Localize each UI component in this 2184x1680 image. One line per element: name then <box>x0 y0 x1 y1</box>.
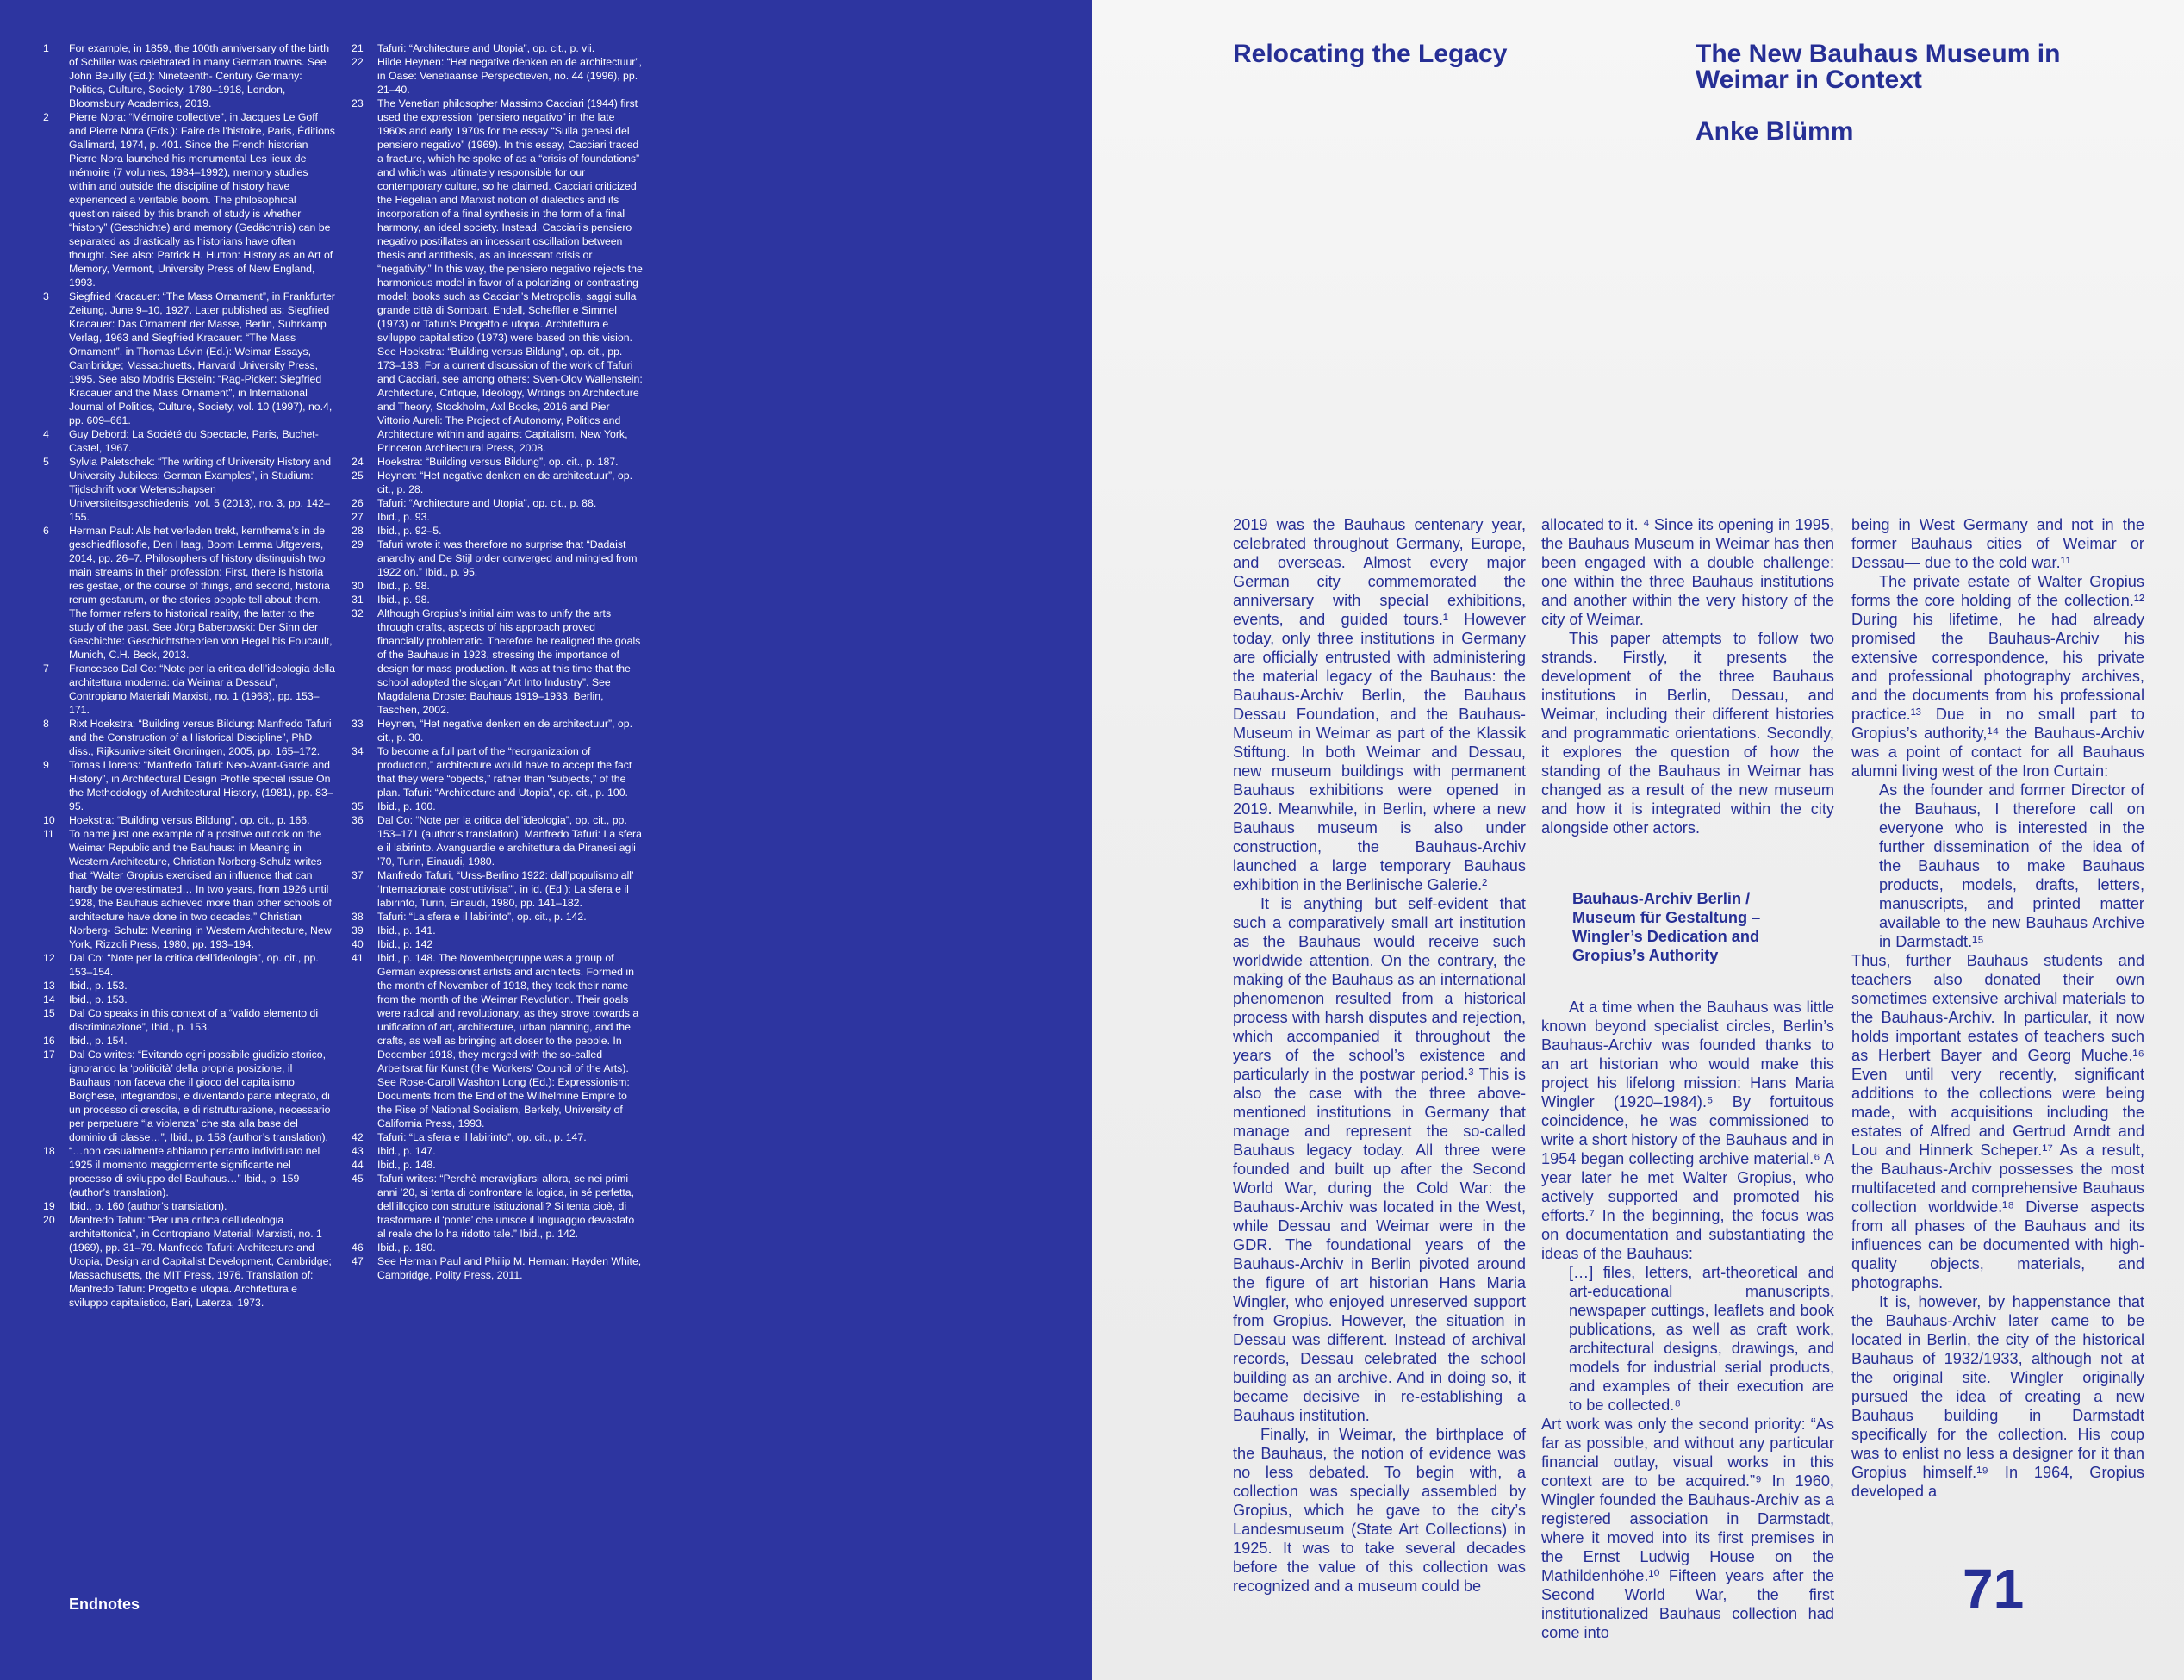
endnote-text: To name just one example of a positive outlook on the Weimar Republic and the Bauhaus: in Meaning in Western Architecture, Christian Norberg-Schulz writes that “Walter Gropius exercised an influence that can hardly be overestimated… In two years, from 1926 until 1928, the Bauhaus achieved more than other schools of architecture have done in two decades.” Christian Norberg- Schulz: Meaning in Western Architecture, New York, Rizzoli Press, 1980, pp. 193–194. <box>69 828 332 950</box>
endnote-text: Hoekstra: “Building versus Bildung”, op. cit., p. 187. <box>377 456 619 468</box>
endnote-item <box>352 910 644 924</box>
endnote-item <box>352 469 644 496</box>
endnote-item <box>352 55 644 96</box>
endnote-text: Ibid., p. 141. <box>377 924 436 936</box>
endnote-number: 1 <box>43 42 49 54</box>
endnote-item <box>352 951 644 1130</box>
endnote-item <box>352 717 644 744</box>
endnote-number: 35 <box>352 800 364 812</box>
endnote-text: Dal Co: “Note per la critica dell’ideologia”, op. cit., pp. 153–171 (author’s translation). Manfredo Tafuri: La sfera e il labirinto. Avanguardie e architettura da Piranesi agli ’70, Turin, Einaudi, 1980. <box>377 814 642 868</box>
endnote-item <box>352 813 644 868</box>
endnote-item <box>352 96 644 455</box>
article-title: The New Bauhaus Museum in Weimar in Context <box>1696 40 2061 94</box>
endnote-text: Ibid., p. 98. <box>377 594 430 606</box>
block-quote: […] files, letters, art-theoretical and art-educational manuscripts, newspaper cuttings, leaflets and book publications, as well as craft work, architectural designs, drawings, and models for industrial serial products, and examples of their execution are to be collected.⁸ <box>1569 1264 1834 1414</box>
paragraph: 2019 was the Bauhaus centenary year, celebrated throughout Germany, Europe, and overseas. Almost every major German city commemorated the anniversary with special exhibitions, events, and guided tours.¹ However today, only three institutions in Germany are officially entrusted with administering the material legacy of the Bauhaus: the Bauhaus-Archiv Berlin, the Bauhaus Dessau Foundation, and the Bauhaus-Museum in Weimar as part of the Klassik Stiftung. In both Weimar and Dessau, new museum buildings with permanent Bauhaus exhibitions were opened in 2019. Meanwhile, in Berlin, where a new Bauhaus museum is also under construction, the Bauhaus-Archiv launched a large temporary Bauhaus exhibition in the Berlinische Galerie.² <box>1233 516 1526 893</box>
endnote-item <box>352 924 644 937</box>
endnote-item <box>352 1130 644 1144</box>
paragraph: This paper attempts to follow two strands. Firstly, it presents the development of the three Bauhaus institutions in Berlin, Dessau, and Weimar, including their different histories and programmatic orientations. Secondly, it explores the question of how the standing of the Bauhaus in Weimar has changed as a result of the new museum and how it is integrated within the city alongside other actors. <box>1541 630 1834 837</box>
endnote-number: 45 <box>352 1173 364 1185</box>
endnote-item <box>352 1172 644 1241</box>
endnote-item <box>352 868 644 910</box>
endnotes-label: Endnotes <box>69 1596 140 1613</box>
endnote-number: 46 <box>352 1241 364 1254</box>
endnote-item <box>43 427 336 455</box>
endnote-text: Pierre Nora: “Mémoire collective”, in Jacques Le Goff and Pierre Nora (Eds.): Faire de l’histoire, Paris, Éditions Gallimard, 1974, p. 401. Since the French historian Pierre Nora launched his monumental Les lieux de mémoire (7 volumes, 1984–1992), memory studies within and outside the discipline of history have experienced a veritable boom. The philosophical question raised by this branch of study is whether “history” (Geschichte) and memory (Gedächtnis) can be separated as drastically as historians have often thought. See also: Patrick H. Hutton: History as an Art of Memory, Vermont, University Press of New England, 1993. <box>69 111 335 289</box>
endnote-text: Heynen, “Het negative denken en de architectuur”, op. cit., p. 30. <box>377 718 632 744</box>
paragraph: At a time when the Bauhaus was little known beyond specialist circles, Berlin’s Bauhaus-Archiv was founded thanks to an art historian who would make this project his lifelong mission: Hans Maria Wingler (1920–1984).⁵ By fortuitous coincidence, he was commissioned to write a short history of the Bauhaus and in 1954 began collecting archive material.⁶ A year later he met Walter Gropius, who actively supported and promoted his efforts.⁷ In the beginning, the focus was on documentation and substantiating the ideas of the Bauhaus: <box>1541 999 1834 1262</box>
endnote-number: 23 <box>352 97 364 109</box>
endnote-number: 13 <box>43 980 55 992</box>
endnote-text: Heynen: “Het negative denken en de architectuur”, op. cit., p. 28. <box>377 470 632 495</box>
endnote-item <box>43 951 336 979</box>
endnote-item <box>43 1048 336 1144</box>
endnote-item <box>43 289 336 427</box>
endnote-number: 44 <box>352 1159 364 1171</box>
endnote-number: 4 <box>43 428 49 440</box>
endnotes-column-1 <box>43 41 336 1310</box>
endnote-number: 8 <box>43 718 49 730</box>
body-column-2 <box>1541 515 1834 1642</box>
section-subheading: Bauhaus-Archiv Berlin / Museum für Gestaltung – Wingler’s Dedication and Gropius’s Authority <box>1572 890 1761 964</box>
endnote-number: 26 <box>352 497 364 509</box>
endnote-item <box>352 455 644 469</box>
endnote-text: Dal Co speaks in this context of a “valido elemento di discriminazione”, Ibid., p. 153. <box>69 1007 319 1033</box>
endnote-number: 17 <box>43 1048 55 1061</box>
endnote-number: 7 <box>43 663 49 675</box>
endnote-number: 9 <box>43 759 49 771</box>
endnote-number: 41 <box>352 952 364 964</box>
endnote-text: Dal Co: “Note per la critica dell’ideologia”, op. cit., pp. 153–154. <box>69 952 319 978</box>
endnote-item <box>43 1199 336 1213</box>
endnote-text: Guy Debord: La Société du Spectacle, Paris, Buchet-Castel, 1967. <box>69 428 319 454</box>
block-quote: As the founder and former Director of the Bauhaus, I therefore call on everyone who is interested in the further dissemination of the idea of the Bauhaus to make Bauhaus products, models, drafts, letters, manuscripts, and printed matter available to the new Bauhaus Archive in Darmstadt.¹⁵ <box>1879 781 2144 950</box>
endnote-number: 12 <box>43 952 55 964</box>
endnote-text: Tafuri: “Architecture and Utopia”, op. cit., p. 88. <box>377 497 597 509</box>
endnote-number: 14 <box>43 993 55 1005</box>
endnote-number: 20 <box>43 1214 55 1226</box>
endnote-number: 6 <box>43 525 49 537</box>
endnote-text: Ibid., p. 148. The Novembergruppe was a group of German expressionist artists and architects. Formed in the month of November of 1918, they took their name from the month of the Weimar Revolution. Their goals were radical and revolutionary, as they strove towards a unification of art, architecture, urban planning, and the crafts, as well as bringing art closer to the people. In December 1918, they merged with the so-called Arbeitsrat für Kunst (the Workers’ Council of the Arts). See Rose-Caroll Washton Long (Ed.): Expressionism: Documents from the End of the Wilhelmine Empire to the Rise of National Socialism, Berkely, University of California Press, 1993. <box>377 952 639 1129</box>
paragraph: Art work was only the second priority: “As far as possible, and without any particular financial outlay, visual works in this context are to be acquired.”⁹ In 1960, Wingler founded the Bauhaus-Archiv as a registered association in Darmstadt, where it moved into its first premises in the Ernst Ludwig House on the Mathildenhöhe.¹⁰ Fifteen years after the Second World War, the first institutionalized Bauhaus collection had come into <box>1541 1416 1834 1641</box>
endnote-text: Tafuri writes: “Perchè meravigliarsi allora, se nei primi anni ’20, si tenta di confrontare la logica, in sé perfetta, dell’illogico con strutture istituzionali? Si tenta cioè, di trasformare il ‘ponte’ che unisce il linguaggio devastato al reale che lo ha ridotto tale.” Ibid., p. 142. <box>377 1173 635 1240</box>
endnote-number: 42 <box>352 1131 364 1143</box>
endnote-item <box>43 1213 336 1310</box>
endnote-item <box>352 538 644 579</box>
endnote-number: 36 <box>352 814 364 826</box>
endnote-number: 34 <box>352 745 364 757</box>
endnote-number: 33 <box>352 718 364 730</box>
endnote-text: Ibid., p. 153. <box>69 980 128 992</box>
endnote-text: Although Gropius’s initial aim was to unify the arts through crafts, aspects of his approach proved financially problematic. Therefore he realigned the goals of the Bauhaus in 1923, stressing the importance of design for mass production. It was at this time that the school adopted the slogan “Art Into Industry”. See Magdalena Droste: Bauhaus 1919–1933, Berlin, Taschen, 2002. <box>377 607 641 716</box>
endnote-number: 2 <box>43 111 49 123</box>
endnote-text: Ibid., p. 147. <box>377 1145 436 1157</box>
endnote-item <box>43 1006 336 1034</box>
endnote-number: 16 <box>43 1035 55 1047</box>
endnote-text: Ibid., p. 93. <box>377 511 430 523</box>
endnote-item <box>352 579 644 593</box>
paragraph: being in West Germany and not in the former Bauhaus cities of Weimar or Dessau— due to the cold war.¹¹ <box>1851 516 2144 571</box>
body-column-3 <box>1851 515 2144 1501</box>
endnote-number: 38 <box>352 911 364 923</box>
endnote-text: Tafuri wrote it was therefore no surprise that “Dadaist anarchy and De Stijl order converged and mingled from 1922 on.” Ibid., p. 95. <box>377 538 638 578</box>
endnote-text: See Herman Paul and Philip M. Herman: Hayden White, Cambridge, Polity Press, 2011. <box>377 1255 642 1281</box>
endnote-text: Ibid., p. 154. <box>69 1035 128 1047</box>
endnote-text: Hilde Heynen: “Het negative denken en de architectuur”, in Oase: Venetiaanse Perspectieven, no. 44 (1996), pp. 21–40. <box>377 56 642 96</box>
endnote-item <box>43 758 336 813</box>
endnotes-column-2 <box>352 41 644 1282</box>
endnote-text: “…non casualmente abbiamo pertanto individuato nel 1925 il momento maggiormente significante nel processo di sviluppo del Bauhaus…” Ibid., p. 159 (author’s translation). <box>69 1145 320 1198</box>
endnote-text: Ibid., p. 148. <box>377 1159 436 1171</box>
paragraph: The private estate of Walter Gropius forms the core holding of the collection.¹² During his lifetime, he had already promised the Bauhaus-Archiv his extensive correspondence, his private and professional photography archives, and the documents from his professional practice.¹³ Due in no small part to Gropius’s authority,¹⁴ the Bauhaus-Archiv was a point of contact for all Bauhaus alumni living west of the Iron Curtain: <box>1851 573 2144 780</box>
endnote-text: For example, in 1859, the 100th anniversary of the birth of Schiller was celebrated in many German towns. See John Beuilly (Ed.): Nineteenth- Century Germany: Politics, Culture, Society, 1780–1918, London, Bloomsbury Academics, 2019. <box>69 42 330 109</box>
endnote-number: 27 <box>352 511 364 523</box>
endnote-text: Dal Co writes: “Evitando ogni possibile giudizio storico, ignorando la ‘politicità’ della propria posizione, il Bauhaus non faceva che il gioco del capitalismo Borghese, integrandosi, e diventando parte integrato, di un processo di crescita, e di ristrutturazione, necessario per perpetuare “la violenza” che sta alla base del dominio di classe…”, Ibid., p. 158 (author’s translation). <box>69 1048 331 1143</box>
endnote-item <box>43 717 336 758</box>
endnote-number: 43 <box>352 1145 364 1157</box>
endnote-item <box>43 110 336 289</box>
endnote-item <box>352 1241 644 1254</box>
endnote-item <box>352 607 644 717</box>
endnote-item <box>43 813 336 827</box>
paragraph: Thus, further Bauhaus students and teachers also donated their own sometimes extensive archival materials to the Bauhaus-Archiv. In particular, it now holds important estates of teachers such as Herbert Bayer and Georg Muche.¹⁶ Even until very recently, significant additions to the collections were being made, with acquisitions including the estates of Alfred and Gertrud Arndt and Lou and Hinnerk Scheper.¹⁷ As a result, the Bauhaus-Archiv possesses the most multifaceted and comprehensive Bauhaus collection worldwide.¹⁸ Diverse aspects from all phases of the Bauhaus and its influences can be documented with high-quality objects, materials, and photographs. <box>1851 952 2144 1291</box>
endnote-item <box>352 524 644 538</box>
endnote-item <box>352 744 644 800</box>
endnote-text: Ibid., p. 92–5. <box>377 525 442 537</box>
endnote-item <box>352 510 644 524</box>
endnote-item <box>43 827 336 951</box>
endnote-item <box>43 979 336 992</box>
endnote-text: Ibid., p. 160 (author’s translation). <box>69 1200 227 1212</box>
endnote-number: 37 <box>352 869 364 881</box>
article-page <box>1092 0 2184 1680</box>
endnote-number: 15 <box>43 1007 55 1019</box>
endnote-item <box>352 1158 644 1172</box>
endnote-number: 47 <box>352 1255 364 1267</box>
author-name: Anke Blümm <box>1696 117 1854 146</box>
endnote-number: 40 <box>352 938 364 950</box>
endnote-number: 10 <box>43 814 55 826</box>
endnote-item <box>352 937 644 951</box>
endnote-text: Tafuri: “La sfera e il labirinto”, op. cit., p. 142. <box>377 911 587 923</box>
endnote-number: 22 <box>352 56 364 68</box>
endnote-number: 39 <box>352 924 364 936</box>
endnote-text: Tafuri: “La sfera e il labirinto”, op. cit., p. 147. <box>377 1131 587 1143</box>
endnote-item <box>43 41 336 110</box>
endnote-text: Herman Paul: Als het verleden trekt, kernthema’s in de geschiedfilosofie, Den Haag, Boom Lemma Uitgevers, 2014, pp. 26–7. Philosophers of history distinguish two main streams in their profession: First, there is historia res gestae, or the course of things, and second, historia rerum gestarum, or the stories people tell about them. The former refers to historical reality, the latter to the study of the past. See Jörg Baberowski: Der Sinn der Geschichte: Geschichtstheorien von Hegel bis Foucault, Munich, C.H. Beck, 2013. <box>69 525 333 661</box>
endnote-item <box>43 455 336 524</box>
endnote-number: 32 <box>352 607 364 619</box>
endnote-text: Ibid., p. 142 <box>377 938 433 950</box>
endnote-number: 3 <box>43 290 49 302</box>
endnote-number: 21 <box>352 42 364 54</box>
endnote-item <box>352 496 644 510</box>
endnote-text: Tafuri: “Architecture and Utopia”, op. cit., p. vii. <box>377 42 595 54</box>
endnote-text: Ibid., p. 98. <box>377 580 430 592</box>
endnote-text: Manfredo Tafuri: “Per una critica dell’ideologia architettonica”, in Contropiano Materiali Marxisti, no. 1 (1969), pp. 31–79. Manfredo Tafuri: Architecture and Utopia, Design and Capitalist Development, Cambridge; Massachusetts, the MIT Press, 1976. Translation of: Manfredo Tafuri: Progetto e utopia. Architettura e sviluppo capitalistico, Bari, Laterza, 1973. <box>69 1214 332 1309</box>
endnote-item <box>43 662 336 717</box>
endnote-number: 28 <box>352 525 364 537</box>
endnote-number: 30 <box>352 580 364 592</box>
endnote-number: 31 <box>352 594 364 606</box>
endnote-number: 19 <box>43 1200 55 1212</box>
endnote-number: 25 <box>352 470 364 482</box>
endnote-text: The Venetian philosopher Massimo Cacciari (1944) first used the expression “pensiero negativo” in the late 1960s and early 1970s for the essay “Sulla genesi del pensiero negativo” (1969). In this essay, Cacciari traced a fracture, which he spoke of as a “crisis of foundations” and which was ultimately responsible for our contemporary culture, so he claimed. Cacciari criticized the Hegelian and Marxist notion of dialectics and its incorporation of a final synthesis in the form of a final harmony, an ideal society. Instead, Cacciari’s pensiero negativo postillates an incessant oscillation between thesis and antithesis, as an incessant crisis or “negativity.” In this way, the pensiero negativo rejects the harmonious model in favor of a polarizing or contrasting model; books such as Cacciari’s Metropolis, saggi sulla grande città di Sombart, Endell, Scheffler e Simmel (1973) or Tafuri’s Progetto e utopia. Architettura e sviluppo capitalistico (1973) were based on this vision. See Hoekstra: “Building versus Bildung”, op. cit., pp. 173–183. For a current discussion of the work of Tafuri and Cacciari, see among others: Sven-Olov Wallenstein: Architecture, Critique, Ideology, Writings on Architecture and Theory, Stockholm, Axl Books, 2016 and Pier Vittorio Aureli: The Project of Autonomy, Politics and Architecture within and against Capitalism, New York, Princeton Architectural Press, 2008. <box>377 97 643 454</box>
endnote-text: Tomas Llorens: “Manfredo Tafuri: Neo-Avant-Garde and History”, in Architectural Design Profile special issue On the Methodology of Architectural History, (1981), pp. 83–95. <box>69 759 333 812</box>
endnote-item <box>43 1144 336 1199</box>
endnote-text: Rixt Hoekstra: “Building versus Bildung: Manfredo Tafuri and the Construction of a Historical Discipline”, PhD diss., Rijksuniversiteit Groningen, 2005, pp. 165–172. <box>69 718 332 757</box>
paragraph: It is, however, by happenstance that the Bauhaus-Archiv later came to be located in Berlin, the city of the historical Bauhaus of 1932/1933, although not at the original site. Wingler originally pursued the idea of creating a new Bauhaus building in Darmstadt specifically for the collection. His coup was to enlist no less a designer for it than Gropius himself.¹⁹ In 1964, Gropius developed a <box>1851 1293 2144 1500</box>
page-number: 71 <box>1963 1558 2025 1620</box>
endnote-item <box>352 800 644 813</box>
endnote-number: 18 <box>43 1145 55 1157</box>
endnote-text: Ibid., p. 153. <box>69 993 128 1005</box>
endnote-item <box>352 1144 644 1158</box>
endnote-text: Ibid., p. 180. <box>377 1241 436 1254</box>
endnote-item <box>352 41 644 55</box>
endnote-item <box>43 992 336 1006</box>
endnote-text: Ibid., p. 100. <box>377 800 436 812</box>
endnote-text: To become a full part of the “reorganization of production,” architecture would have to accept the fact that they were “objects,” rather than “subjects,” of the plan. Tafuri: “Architecture and Utopia”, op. cit., p. 100. <box>377 745 632 799</box>
paragraph: allocated to it. ⁴ Since its opening in 1995, the Bauhaus Museum in Weimar has then been engaged with a double challenge: one within the three Bauhaus institutions and another within the very history of the city of Weimar. <box>1541 516 1834 628</box>
endnote-number: 24 <box>352 456 364 468</box>
endnote-number: 11 <box>43 828 54 840</box>
endnote-text: Siegfried Kracauer: “The Mass Ornament”, in Frankfurter Zeitung, June 9–10, 1927. Later published as: Siegfried Kracauer: Das Ornament der Masse, Berlin, Suhrkamp Verlag, 1963 and Siegfried Kracauer: “The Mass Ornament”, in Thomas Lévin (Ed.): Weimar Essays, Cambridge; Massachuetts, Harvard University Press, 1995. See also Modris Ekstein: “Rag-Picker: Siegfried Kracauer and the Mass Ornament”, in International Journal of Politics, Culture, Society, vol. 10 (1997), no.4, pp. 609–661. <box>69 290 335 426</box>
endnote-item <box>43 524 336 662</box>
paragraph: It is anything but self-evident that such a comparatively small art institution as the Bauhaus would receive such worldwide attention. On the contrary, the making of the Bauhaus as an international phenomenon resulted from a historical process with harsh disputes and rejection, which accompanied it throughout the years of the school’s existence and particularly in the postwar period.³ This is also the case with the three above-mentioned institutions in Germany that manage and represent the so-called Bauhaus legacy today. All three were founded and built up after the Second World War, during the Cold War: the Bauhaus-Archiv was located in the West, while Dessau and Weimar were in the GDR. The foundational years of the Bauhaus-Archiv in Berlin pivoted around the figure of art historian Hans Maria Wingler, who enjoyed unreserved support from Gropius. However, the situation in Dessau was different. Instead of archival records, Dessau celebrated the school building as an archive. And in doing so, it became decisive in re-establishing a Bauhaus institution. <box>1233 895 1526 1424</box>
endnote-number: 5 <box>43 456 49 468</box>
paragraph: Finally, in Weimar, the birthplace of the Bauhaus, the notion of evidence was no less debated. To begin with, a collection was specially assembled by Gropius, which he gave to the city’s Landesmuseum (State Art Collections) in 1925. It was to take several decades before the value of this collection was recognized and a museum could be <box>1233 1426 1526 1595</box>
endnote-item <box>352 593 644 607</box>
endnote-item <box>43 1034 336 1048</box>
endnote-item <box>352 1254 644 1282</box>
endnote-text: Francesco Dal Co: “Note per la critica dell’ideologia della architettura moderna: da Weimar a Dessau”, Contropiano Materiali Marxisti, no. 1 (1968), pp. 153–171. <box>69 663 335 716</box>
endnote-number: 29 <box>352 538 364 551</box>
endnote-text: Sylvia Paletschek: “The writing of University History and University Jubilees: German Examples”, in Studium: Tijdschrift voor Wetenschapsen Universiteitsgeschiedenis, vol. 5 (2013), no. 3, pp. 142–155. <box>69 456 332 523</box>
endnote-text: Hoekstra: “Building versus Bildung”, op. cit., p. 166. <box>69 814 310 826</box>
endnote-text: Manfredo Tafuri, “Urss-Berlino 1922: dall’populismo all’ ‘Internazionale costruttivista’”, in id. (Ed.): La sfera e il labirinto, Turin, Einaudi, 1980, pp. 141–182. <box>377 869 634 909</box>
body-column-1 <box>1233 515 1526 1596</box>
section-title: Relocating the Legacy <box>1233 40 1508 68</box>
